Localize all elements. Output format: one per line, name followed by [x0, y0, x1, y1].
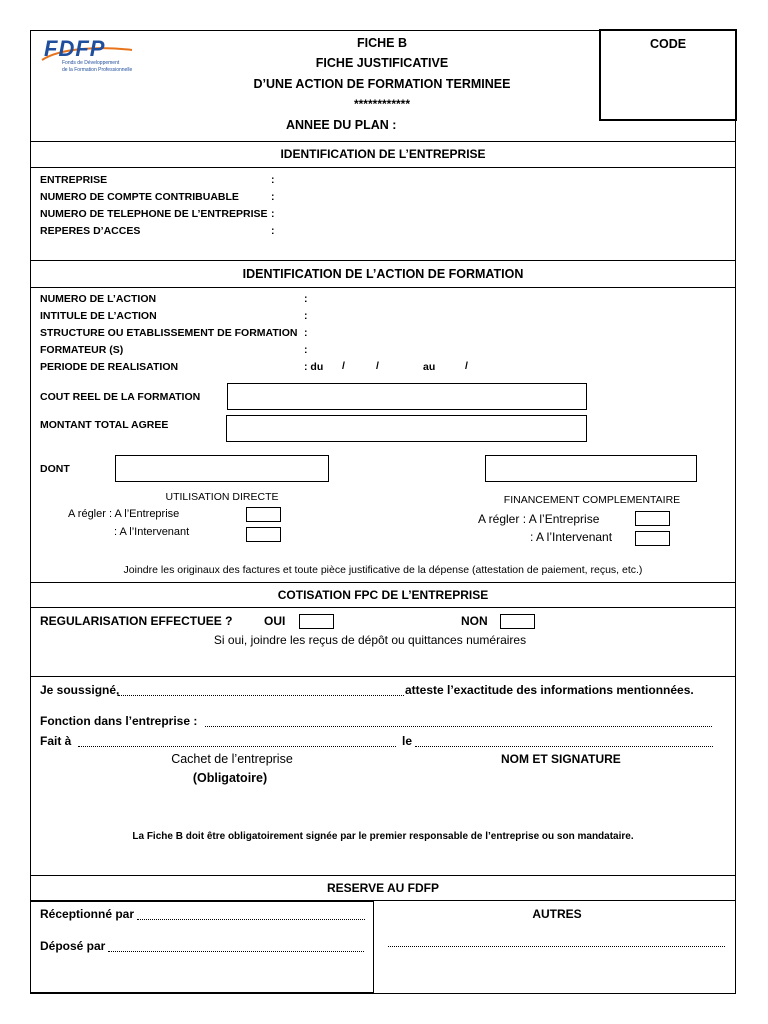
checkbox-entreprise-right[interactable] — [635, 511, 670, 526]
dont-label: DONT — [40, 463, 70, 475]
section-entreprise-title: IDENTIFICATION DE L’ENTREPRISE — [280, 147, 486, 161]
oui-checkbox[interactable] — [299, 614, 334, 629]
section-action-title: IDENTIFICATION DE L’ACTION DE FORMATION — [242, 267, 524, 281]
header-line-3: D’UNE ACTION DE FORMATION TERMINEE — [253, 77, 511, 91]
date-slash: / — [376, 360, 379, 372]
montant-total-input[interactable] — [226, 415, 587, 442]
section-cotisation-title: COTISATION FPC DE L’ENTREPRISE — [277, 588, 489, 602]
colon: : — [271, 174, 275, 186]
cachet-label: Cachet de l’entreprise — [171, 752, 293, 766]
colon: : — [271, 191, 275, 203]
field-reperes-acces: REPERES D’ACCES — [40, 225, 141, 237]
fonction-line[interactable] — [205, 726, 712, 727]
utilisation-directe-label: UTILISATION DIRECTE — [165, 491, 279, 501]
a-intervenant-right: : A l’Intervenant — [530, 530, 613, 544]
header-line-1: FICHE B — [357, 36, 407, 50]
fonction-label: Fonction dans l’entreprise : — [40, 714, 198, 728]
a-intervenant-left: : A l’Intervenant — [114, 526, 190, 538]
nom-signature-label: NOM ET SIGNATURE — [501, 752, 621, 766]
logo-tagline-2: de la Formation Professionnelle — [62, 67, 133, 73]
field-numero-action: NUMERO DE L’ACTION — [40, 293, 157, 305]
date-slash: / — [342, 360, 345, 372]
colon: : — [271, 225, 275, 237]
non-label: NON — [461, 614, 488, 628]
regularisation-question: REGULARISATION EFFECTUEE ? — [40, 614, 233, 628]
cout-reel-input[interactable] — [227, 383, 587, 410]
a-regler-entreprise-right: A régler : A l’Entreprise — [478, 512, 600, 526]
checkbox-intervenant-right[interactable] — [635, 531, 670, 546]
financement-complementaire-input[interactable] — [485, 455, 697, 482]
colon: : — [304, 310, 308, 322]
non-checkbox[interactable] — [500, 614, 535, 629]
le-label: le — [402, 734, 413, 748]
depose-line[interactable] — [108, 951, 364, 952]
colon: : — [271, 208, 275, 220]
fait-a-line[interactable] — [78, 746, 396, 747]
header-stars: ************ — [353, 97, 411, 111]
logo-tagline-1: Fonds de Développement — [62, 60, 120, 66]
periode-au: au — [423, 361, 436, 373]
reserve-title: RESERVE AU FDFP — [326, 881, 440, 895]
oui-label: OUI — [264, 614, 286, 628]
autres-line[interactable] — [388, 946, 725, 947]
plan-year-label: ANNEE DU PLAN : — [286, 118, 397, 132]
recus-note: Si oui, joindre les reçus de dépôt ou quittances numéraires — [213, 633, 527, 647]
colon: : — [304, 344, 308, 356]
justificatifs-note: Joindre les originaux des factures et toute pièce justificative de la dépense (attestation de paiement, reçus, etc.) — [123, 564, 643, 576]
fdfp-logo — [40, 38, 136, 78]
checkbox-intervenant-left[interactable] — [246, 527, 281, 542]
receptionne-label: Réceptionné par — [40, 907, 135, 921]
field-structure-formation: STRUCTURE OU ETABLISSEMENT DE FORMATION — [40, 327, 298, 339]
code-label: CODE — [649, 37, 687, 51]
utilisation-directe-input[interactable] — [115, 455, 329, 482]
nom-signataire-line[interactable] — [118, 695, 404, 696]
field-intitule-action: INTITULE DE L’ACTION — [40, 310, 157, 322]
header-line-2: FICHE JUSTIFICATIVE — [315, 56, 449, 70]
cout-reel-label: COUT REEL DE LA FORMATION — [40, 391, 201, 403]
financement-complementaire-label: FINANCEMENT COMPLEMENTAIRE — [503, 494, 681, 506]
fait-a-label: Fait à — [40, 734, 72, 748]
logo-brand: FDFP — [44, 36, 106, 61]
colon: : — [304, 327, 308, 339]
depose-label: Déposé par — [40, 939, 106, 953]
periode-du: : du — [304, 361, 324, 373]
cachet-obligatoire: (Obligatoire) — [192, 771, 268, 785]
field-entreprise: ENTREPRISE — [40, 174, 108, 186]
je-soussigne-label: Je soussigné, — [40, 683, 120, 697]
date-line[interactable] — [415, 746, 713, 747]
field-compte-contribuable: NUMERO DE COMPTE CONTRIBUABLE — [40, 191, 239, 203]
date-slash: / — [465, 360, 468, 372]
field-telephone: NUMERO DE TELEPHONE DE L’ENTREPRISE — [40, 208, 268, 220]
colon: : — [304, 293, 308, 305]
autres-label: AUTRES — [532, 907, 582, 921]
checkbox-entreprise-left[interactable] — [246, 507, 281, 522]
signature-obligation-note: La Fiche B doit être obligatoirement signée par le premier responsable de l’entreprise ou son mandataire. — [132, 831, 634, 842]
field-formateurs: FORMATEUR (S) — [40, 344, 124, 356]
a-regler-entreprise-left: A régler : A l’Entreprise — [68, 508, 180, 520]
atteste-text: atteste l’exactitude des informations mentionnées. — [405, 683, 694, 697]
field-periode-realisation: PERIODE DE REALISATION — [40, 361, 179, 373]
receptionne-line[interactable] — [137, 919, 365, 920]
divider — [30, 676, 736, 677]
montant-total-label: MONTANT TOTAL AGREE — [40, 419, 169, 431]
